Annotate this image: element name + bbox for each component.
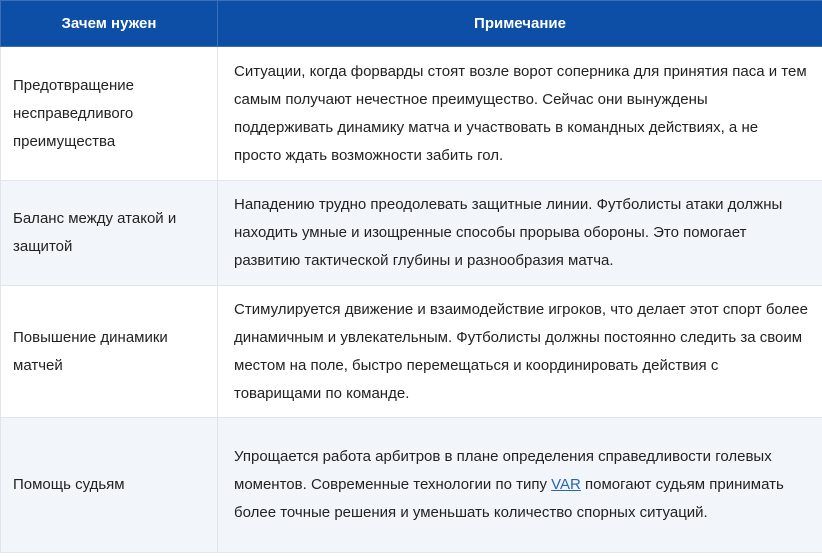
note-cell	[218, 418, 822, 553]
reason-cell: Баланс между атакой и защитой	[1, 181, 218, 286]
reason-cell: Предотвращение несправедливого преимущества	[1, 47, 218, 181]
column-header-reason: Зачем нужен	[1, 1, 218, 47]
note-text-after-link: помогают судьям принимать более точные решения и уменьшать количество спорных ситуаций.	[234, 476, 784, 521]
note-cell: Стимулируется движение и взаимодействие игроков, что делает этот спорт более динамичным и увлекательным. Футболисты должны постоянно следить за своим местом на поле, быстро перемещаться и координировать действия с товарищами по команде.	[218, 286, 822, 418]
column-header-note: Примечание	[218, 1, 822, 47]
table-row	[1, 181, 822, 286]
reason-cell: Помощь судьям	[1, 418, 218, 553]
note-text-before-link: Упрощается работа арбитров в плане определения справедливости голевых моментов. Современные технологии по типу	[234, 448, 772, 493]
var-link[interactable]: VAR	[551, 476, 581, 493]
note-cell: Ситуации, когда форварды стоят возле ворот соперника для принятия паса и тем самым получают нечестное преимущество. Сейчас они вынуждены поддерживать динамику матча и участвовать в командных действиях, а не просто ждать возможности забить гол.	[218, 47, 822, 181]
table-body	[1, 47, 822, 553]
table-header	[1, 1, 822, 47]
table-row	[1, 286, 822, 418]
reason-cell: Повышение динамики матчей	[1, 286, 218, 418]
table-row	[1, 418, 822, 553]
header-row	[1, 1, 822, 47]
table-row	[1, 47, 822, 181]
note-cell: Нападению трудно преодолевать защитные линии. Футболисты атаки должны находить умные и изощренные способы прорыва обороны. Это помогает развитию тактической глубины и разнообразия матча.	[218, 181, 822, 286]
